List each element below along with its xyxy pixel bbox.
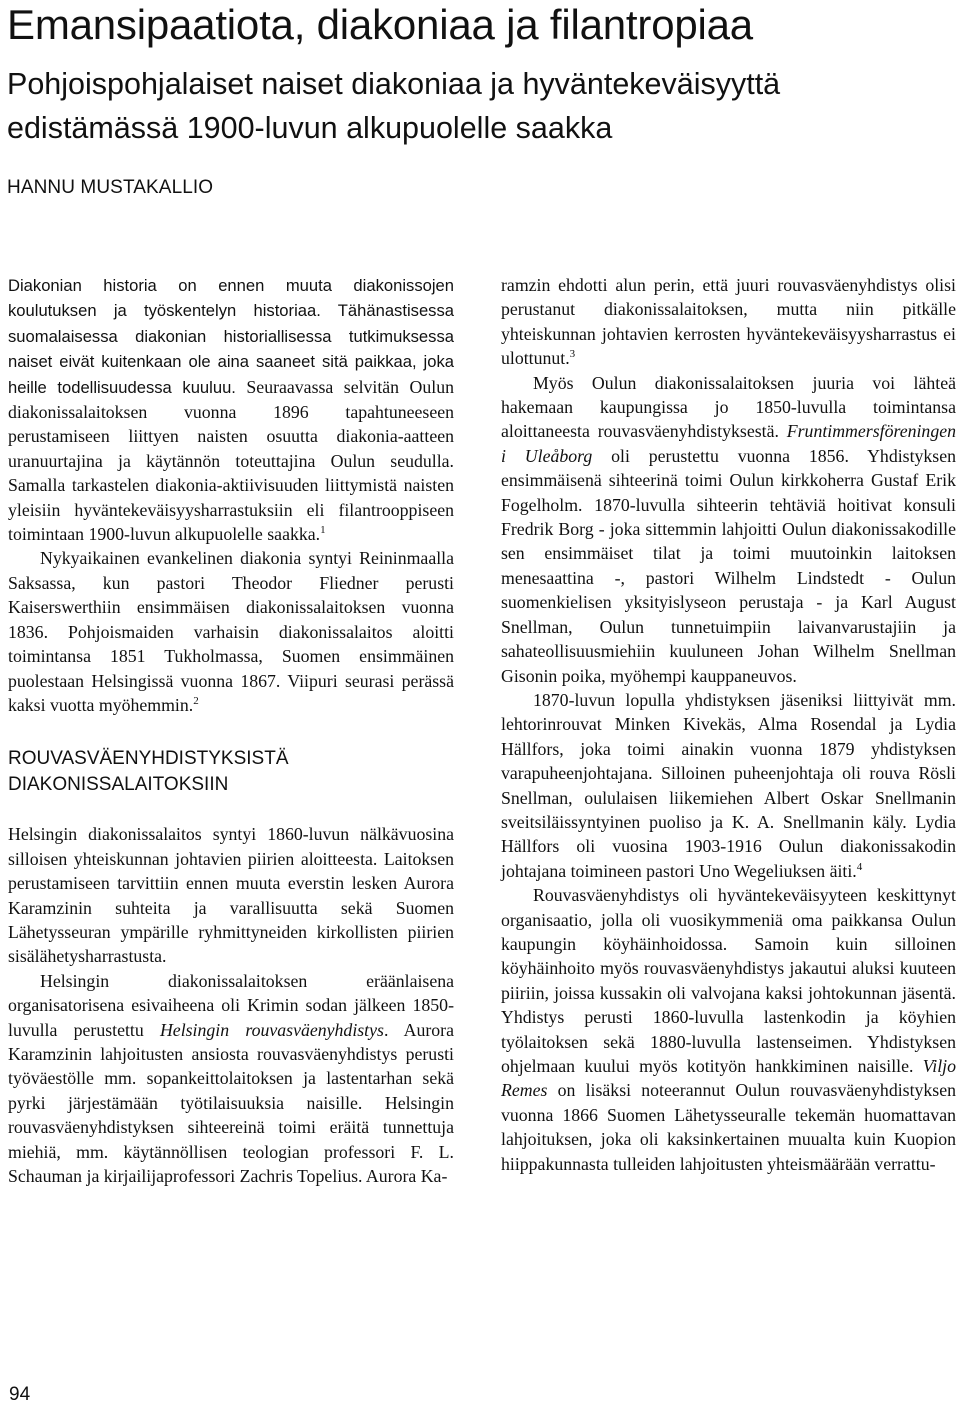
italic-name: Fruntimmersföreningen i Uleåborg: [501, 421, 956, 466]
paragraph-text: ramzin ehdotti alun perin, että juuri rouvasväenyhdistys olisi perustanut diakonissalaitoksen, mutta niin pitkälle yhteiskunnan johtavien kerrosten hyväntekeväisyysharrastus ei ulottunut.: [501, 275, 956, 369]
paragraph-text: Nykyaikainen evankelinen diakonia syntyi Reininmaalla Saksassa, kun pastori Theodor Fliedner perusti Kaiserswerthiin ensimmäisen diakonissalaitoksen vuonna 1836. Pohjoismaiden varhaisin diakonissalaitos aloitti toimintansa 1851 Tukholmassa, Suomen ensimmäinen puolestaan Helsingissä vuonna 1867. Viipuri seurasi perässä kaksi vuotta myöhemmin.: [8, 548, 454, 715]
footnote-ref-4: 4: [856, 860, 863, 873]
footnote-ref-2: 2: [193, 694, 199, 707]
intro-body-text: Seuraavassa selvitän Oulun diakonissalaitoksen vuonna 1896 tapahtuneeseen perustamiseen liittyen naisten osuutta diakonia-aatteen uranuurtajina ja käytännön toteuttajina Oulun seudulla. Samalla tarkastelen diakonia-aktiivisuuden liittymistä naisten yleisiin hyväntekeväisyysharrastuksiin eli filantrooppiseen toimintaan 1900-luvun alkupuolelle saakka.: [8, 376, 454, 545]
paragraph: [501, 883, 956, 1176]
paragraph: [501, 273, 956, 371]
paragraph: [501, 688, 956, 883]
paragraph: [501, 371, 956, 688]
intro-lead-text: Diakonian historia on ennen muuta diakonissojen koulutuksen ja työskentelyn historiaa. Tähänastisessa suomalaisessa diakonian historiallisessa tutkimuksessa naiset eivät kuitenkaan ole aina saaneet sitä paikkaa, joka heille todellisuudessa kuuluu.: [8, 276, 454, 397]
paragraph-text: Rouvasväenyhdistys oli hyväntekeväisyyteen keskittynyt organisaatio, jolla oli vuosikymmeniä oma paikkansa Oulun kaupungin köyhäinhoidossa. Samoin kuin silloinen köyhäinhoito myös rouvasväenyhdistys jakautui aluksi kuuteen piiriin, joissa kussakin oli valvojana kaksi johtokunnan jäsentä. Yhdistys perusti 1860-luvulla lastenkodin ja köyhien työlaitoksen sekä 1880-luvulla lastenseimen. Yhdistyksen ohjelmaan kuului myös kotityön hankkiminen naisille.: [501, 885, 956, 1076]
page-number: 94: [9, 1384, 31, 1405]
footnote-ref-1: 1: [320, 524, 326, 537]
intro-paragraph: [8, 273, 454, 546]
subtitle-line-2: edistämässä 1900-luvun alkupuolelle saakka: [7, 111, 613, 145]
right-column: [501, 273, 956, 1176]
section-heading-line-1: ROUVASVÄENYHDISTYKSISTÄ: [8, 748, 289, 770]
paragraph-text: Myös Oulun diakonissalaitoksen juuria voi lähteä hakemaan kaupungissa jo 1850-luvulla toimintansa aloittaneesta rouvasväenyhdistyksestä.: [501, 372, 956, 442]
paragraph: [8, 546, 454, 717]
subtitle-line-1: Pohjoispohjalaiset naiset diakoniaa ja hyväntekeväisyyttä: [7, 67, 781, 101]
paragraph-text: . Aurora Karamzinin lahjoitusten ansiosta rouvasväenyhdistys perusti työväestölle mm. sopankeittolaitoksen ja lastentarhan sekä pyrki järjestämään työtilaisuuksia naisille. Helsingin rouvasväenyhdistyksen sihteereinä toimi eräitä tunnettuja miehiä, mm. käytännöllisen teologian professori F. L. Schauman ja kirjailijaprofessori Zachris Topelius. Aurora Ka-: [8, 1019, 454, 1186]
paragraph-text: Helsingin diakonissalaitoksen eräänlaisena organisatorisena esivaiheena oli Krimin sodan jälkeen 1850-luvulla perustettu: [8, 970, 454, 1040]
italic-name: Helsingin rouvasväenyhdistys: [159, 1019, 384, 1040]
section-heading-line-2: DIAKONISSALAITOKSIIN: [8, 774, 229, 796]
paragraph: Helsingin diakonissalaitos syntyi 1860-luvun nälkävuosina silloisen yhteiskunnan johtavien piirien aloitteesta. Laitoksen perustamiseen tarvittiin ennen muuta everstin lesken Aurora Karamzinin suhteita ja varallisuutta sekä Suomen Lähetysseuran ympärille ryhmittyneiden kirkollisten piirien sisälähetysharrastusta.: [8, 824, 454, 967]
paragraph-text: on lisäksi noteerannut Oulun rouvasväenyhdistyksen vuonna 1866 Suomen Lähetysseuralle tekemän huomattavan lahjoituksen, joka oli kaksinkertainen muualta kuin Kuopion hiippakunnasta tulleiden lahjoitusten yhteismäärään verrattu-: [501, 1080, 956, 1174]
left-column: [8, 273, 454, 1188]
section-heading: [8, 746, 454, 798]
paragraph: [8, 969, 454, 1189]
paragraph-text: 1870-luvun lopulla yhdistyksen jäseniksi liittyivät mm. lehtorinrouvat Minken Kivekäs, Alma Rosendal ja Lydia Hällfors, joka toimi ainakin vuonna 1879 yhdistyksen varapuheenjohtajana. Silloinen puheenjohtaja oli rouva Rösli Snellman, oululaisen liikemiehen Albert Oskar Snellmanin sveitsiläissyntyinen puoliso ja K. A. Snellmanin käly. Lydia Hällfors oli vuosina 1903-1916 Oulun diakonissakodin johtajana toimineen pastori Uno Wegeliuksen äiti.: [501, 689, 956, 881]
article-subtitle: [7, 62, 907, 150]
author-name: HANNU MUSTAKALLIO: [7, 177, 214, 198]
italic-name: Viljo Remes: [501, 1056, 956, 1101]
article-title: Emansipaatiota, diakoniaa ja filantropiaa: [7, 1, 753, 48]
footnote-ref-3: 3: [569, 348, 576, 361]
paragraph-text: oli perustettu vuonna 1856. Yhdistyksen ensimmäisenä sihteerinä toimi Oulun kirkkoherra Gustaf Erik Fogelholm. 1870-luvulla sihteerin tehtäviä hoitivat konsuli Fredrik Borg - joka sittemmin lahjoitti Oulun diakonissakodille sen ensimmäiset tilat ja toimi muutoinkin laitoksen menesaattina -, pastori Wilhelm Lindstedt - Oulun suomenkielisen yksityislyseon perustaja - ja Karl August Snellman, Oulun tunnetuimpiin laivanvarustajiin ja sahateollisuusmiehiin kuuluneen Johan Wilhelm Snellman Gisonin poika, myöhempi kauppaneuvos.: [501, 445, 956, 686]
